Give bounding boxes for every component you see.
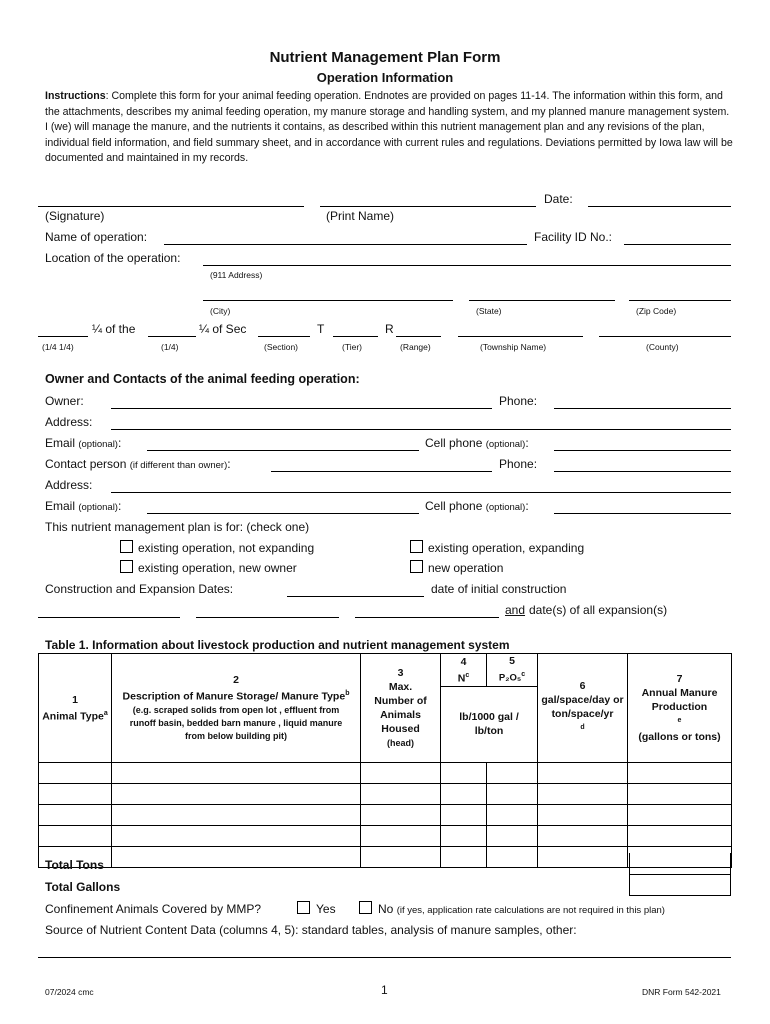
table-cell[interactable]: [39, 762, 112, 783]
table-cell[interactable]: [112, 846, 361, 867]
cell2-line[interactable]: [554, 513, 731, 514]
zip-label: (Zip Code): [636, 306, 677, 316]
state-line[interactable]: [469, 300, 615, 301]
table-cell[interactable]: [39, 825, 112, 846]
quarter-quarter-label: (1/4 1/4): [42, 342, 74, 352]
table-cell[interactable]: [39, 804, 112, 825]
mmp-no-text: No: [378, 902, 394, 916]
cell-label: [425, 436, 529, 452]
email-colon: :: [117, 436, 122, 450]
table-cell[interactable]: [39, 783, 112, 804]
email2-text: Email: [45, 499, 76, 513]
owner-line[interactable]: [111, 408, 492, 409]
checkbox-mmp-no[interactable]: [359, 901, 372, 914]
table-cell[interactable]: [361, 762, 441, 783]
col3-note: (head): [387, 737, 414, 748]
table-row: [39, 846, 732, 867]
and-label: and: [505, 603, 526, 617]
email2-optional: (optional): [78, 502, 118, 513]
state-label: (State): [476, 306, 502, 316]
checkbox-new-operation[interactable]: [410, 560, 423, 573]
total-tons-label: Total Tons: [45, 858, 104, 872]
name-of-operation-line[interactable]: [164, 244, 527, 245]
address2-line[interactable]: [111, 492, 731, 493]
phone-label: Phone:: [499, 394, 538, 408]
initial-construction-label: date of initial construction: [431, 582, 567, 596]
section-line[interactable]: [258, 336, 310, 337]
address-label: Address:: [45, 415, 93, 429]
cell-colon: :: [525, 436, 529, 450]
opt-existing-not-expanding: existing operation, not expanding: [138, 541, 315, 555]
owner-heading: Owner and Contacts of the animal feeding operation:: [45, 372, 360, 386]
col1-title: Animal Type: [42, 710, 104, 722]
print-name-label: (Print Name): [326, 209, 395, 223]
plan-for-label: This nutrient management plan is for: (check one): [45, 520, 310, 534]
table-cell[interactable]: [538, 846, 628, 867]
table-row: [39, 825, 732, 846]
quarter-line[interactable]: [148, 336, 196, 337]
city-label: (City): [210, 306, 231, 316]
col5-sup: c: [521, 671, 526, 678]
instructions-label: Instructions: [45, 90, 106, 102]
table-cell[interactable]: [112, 804, 361, 825]
page-number: 1: [381, 983, 388, 997]
tier-line[interactable]: [333, 336, 378, 337]
col7-title: Annual Manure Production: [641, 686, 718, 713]
form-title: Nutrient Management Plan Form: [269, 49, 501, 66]
col4-sup: c: [465, 671, 470, 679]
expansion-date-line-3[interactable]: [355, 617, 499, 618]
contact-label: [45, 457, 231, 473]
total-tons-box[interactable]: [629, 853, 731, 875]
table-cell[interactable]: [112, 783, 361, 804]
footer-right: DNR Form 542-2021: [642, 987, 721, 997]
tier-label: (Tier): [342, 342, 362, 352]
email-text: Email: [45, 436, 76, 450]
checkbox-existing-expanding[interactable]: [410, 540, 423, 553]
mmp-yes-label: Yes: [316, 902, 336, 916]
tier-t-label: T: [317, 322, 325, 336]
name-of-operation-label: Name of operation:: [45, 230, 148, 244]
col7-num: 7: [676, 672, 683, 685]
table-cell[interactable]: [538, 762, 628, 783]
table-cell[interactable]: [112, 762, 361, 783]
address-911-line[interactable]: [203, 265, 731, 266]
table-cell[interactable]: [112, 825, 361, 846]
col1-header: [39, 654, 112, 763]
section-label: (Section): [264, 342, 299, 352]
col5-title: P₂O₅: [498, 672, 522, 684]
table-cell[interactable]: [487, 825, 538, 846]
instructions: [45, 89, 735, 167]
table-cell[interactable]: [441, 846, 487, 867]
checkbox-existing-not-expanding[interactable]: [120, 540, 133, 553]
contact-line[interactable]: [271, 471, 492, 472]
cell-optional: (optional): [485, 439, 526, 450]
phone-line[interactable]: [554, 408, 731, 409]
table-cell[interactable]: [441, 804, 487, 825]
zip-line[interactable]: [629, 300, 731, 301]
mmp-question: Confinement Animals Covered by MMP?: [45, 902, 262, 916]
opt-new-operation: new operation: [428, 561, 504, 575]
contact-colon: :: [227, 457, 231, 471]
date-label: Date:: [544, 192, 573, 206]
table-cell[interactable]: [441, 825, 487, 846]
expansion-date-line-2[interactable]: [196, 617, 339, 618]
cell2-text: Cell phone: [425, 499, 483, 513]
col6-header: [538, 654, 628, 763]
range-label: (Range): [400, 342, 431, 352]
col1-sup: a: [103, 709, 108, 717]
construction-label: Construction and Expansion Dates:: [45, 582, 234, 596]
cell2-colon: :: [525, 499, 529, 513]
email-line[interactable]: [147, 450, 419, 451]
county-line[interactable]: [599, 336, 731, 337]
quarter-of-the-label: ¼ of the: [92, 322, 136, 336]
township-label: (Township Name): [480, 342, 547, 352]
col2-num: 2: [233, 674, 239, 686]
livestock-table: [38, 653, 732, 868]
total-gallons-box[interactable]: [629, 874, 731, 896]
col7-header: [628, 654, 732, 763]
address-line[interactable]: [111, 429, 731, 430]
location-label: Location of the operation:: [45, 251, 181, 265]
address-911-label: (911 Address): [210, 270, 263, 280]
quarter-label: (1/4): [161, 342, 179, 352]
email2-colon: :: [117, 499, 122, 513]
table-caption: Table 1. Information about livestock production and nutrient management system: [45, 638, 510, 652]
county-label: (County): [646, 342, 679, 352]
range-line[interactable]: [396, 336, 441, 337]
township-line[interactable]: [458, 336, 583, 337]
table-cell[interactable]: [487, 783, 538, 804]
instructions-text: : Complete this form for your animal feeding operation. Endnotes are provided on pages 11-14. The information within this form, and the attachments, describes my animal feeding operation, my manure storage and handling system, and my planned manure management system. I (we) will manage the manure, and the nutrients it contains, as described within this nutrient management plan and any revisions of the plan, individual field information, and field summary sheet, and in accordance with current rules and regulations. Deviations permitted by Iowa law will be documented and maintained in my records.: [45, 90, 733, 164]
table-cell[interactable]: [628, 762, 732, 783]
total-gallons-label: Total Gallons: [45, 880, 121, 894]
facility-id-line[interactable]: [624, 244, 731, 245]
table-cell[interactable]: [361, 804, 441, 825]
col7-sup: e: [677, 716, 682, 724]
table-row: [39, 783, 732, 804]
table-cell[interactable]: [361, 783, 441, 804]
quarter-quarter-line[interactable]: [38, 336, 88, 337]
expansion-date-line-1[interactable]: [38, 617, 180, 618]
opt-existing-new-owner: existing operation, new owner: [138, 561, 297, 575]
table-row: [39, 762, 732, 783]
email-optional: (optional): [78, 439, 118, 450]
col5-header: [487, 654, 538, 687]
phone2-label: Phone:: [499, 457, 538, 471]
quarter-of-sec-label: ¼ of Sec: [199, 322, 247, 336]
initial-construction-line[interactable]: [287, 596, 424, 597]
table-cell[interactable]: [441, 762, 487, 783]
email2-label: [45, 499, 121, 515]
footer-rule: [38, 957, 731, 958]
cell-line[interactable]: [554, 450, 731, 451]
col2-title: Description of Manure Storage/ Manure Type: [122, 690, 346, 703]
table-cell[interactable]: [538, 825, 628, 846]
table-cell[interactable]: [487, 804, 538, 825]
table-cell[interactable]: [628, 804, 732, 825]
col3-title: Max. Number of Animals Housed: [374, 680, 427, 735]
cell-text: Cell phone: [425, 436, 483, 450]
col4-header: [441, 654, 487, 687]
checkbox-existing-new-owner[interactable]: [120, 560, 133, 573]
source-label: Source of Nutrient Content Data (columns 4, 5): standard tables, analysis of manure samples, other:: [45, 923, 577, 937]
table-cell[interactable]: [361, 825, 441, 846]
email2-line[interactable]: [147, 513, 419, 514]
table-cell[interactable]: [487, 762, 538, 783]
expansion-label: date(s) of all expansion(s): [529, 603, 668, 617]
table-cell[interactable]: [538, 804, 628, 825]
col3-header: [361, 654, 441, 763]
footer-left: 07/2024 cmc: [45, 987, 94, 997]
date-line[interactable]: [588, 206, 731, 207]
col2-header: [112, 654, 361, 763]
col45-units: [441, 686, 538, 762]
contact-text: Contact person: [45, 457, 127, 471]
print-name-line[interactable]: [320, 206, 536, 207]
cell2-label: [425, 499, 529, 515]
table-cell[interactable]: [628, 783, 732, 804]
mmp-no-label: [378, 902, 665, 918]
col4-num: 4: [460, 655, 467, 668]
checkbox-mmp-yes[interactable]: [297, 901, 310, 914]
form-subtitle: Operation Information: [316, 70, 454, 85]
cell2-optional: (optional): [485, 502, 526, 513]
opt-existing-expanding: existing operation, expanding: [428, 541, 585, 555]
col45-units-text: lb/1000 gal / lb/ton: [459, 711, 519, 737]
col1-num: 1: [72, 693, 78, 706]
table-cell[interactable]: [538, 783, 628, 804]
col6-sup: d: [580, 723, 585, 731]
col5-num: 5: [509, 655, 515, 667]
email-label: [45, 436, 121, 452]
table-cell[interactable]: [361, 846, 441, 867]
city-line[interactable]: [203, 300, 453, 301]
facility-id-label: Facility ID No.:: [534, 230, 613, 244]
contact-note: (if different than owner): [129, 460, 228, 471]
col3-num: 3: [397, 666, 404, 679]
table-row: [39, 804, 732, 825]
owner-label: Owner:: [45, 394, 84, 408]
table-cell[interactable]: [628, 825, 732, 846]
col4-title: N: [457, 672, 466, 684]
signature-label: (Signature): [45, 209, 105, 223]
col6-title: gal/space/day or ton/space/yr: [541, 693, 624, 720]
phone2-line[interactable]: [554, 471, 731, 472]
col6-num: 6: [579, 679, 586, 692]
col2-sup: b: [345, 690, 350, 697]
signature-line[interactable]: [38, 206, 304, 207]
address2-label: Address:: [45, 478, 93, 492]
col7-note: (gallons or tons): [638, 731, 721, 743]
col2-note: (e.g. scraped solids from open lot , effluent from runoff basin, bedded barn manure , liquid manure from below building pit): [129, 704, 343, 741]
table-cell[interactable]: [441, 783, 487, 804]
table-cell[interactable]: [487, 846, 538, 867]
range-r-label: R: [385, 322, 394, 336]
mmp-no-note: (if yes, application rate calculations are not required in this plan): [396, 905, 665, 916]
